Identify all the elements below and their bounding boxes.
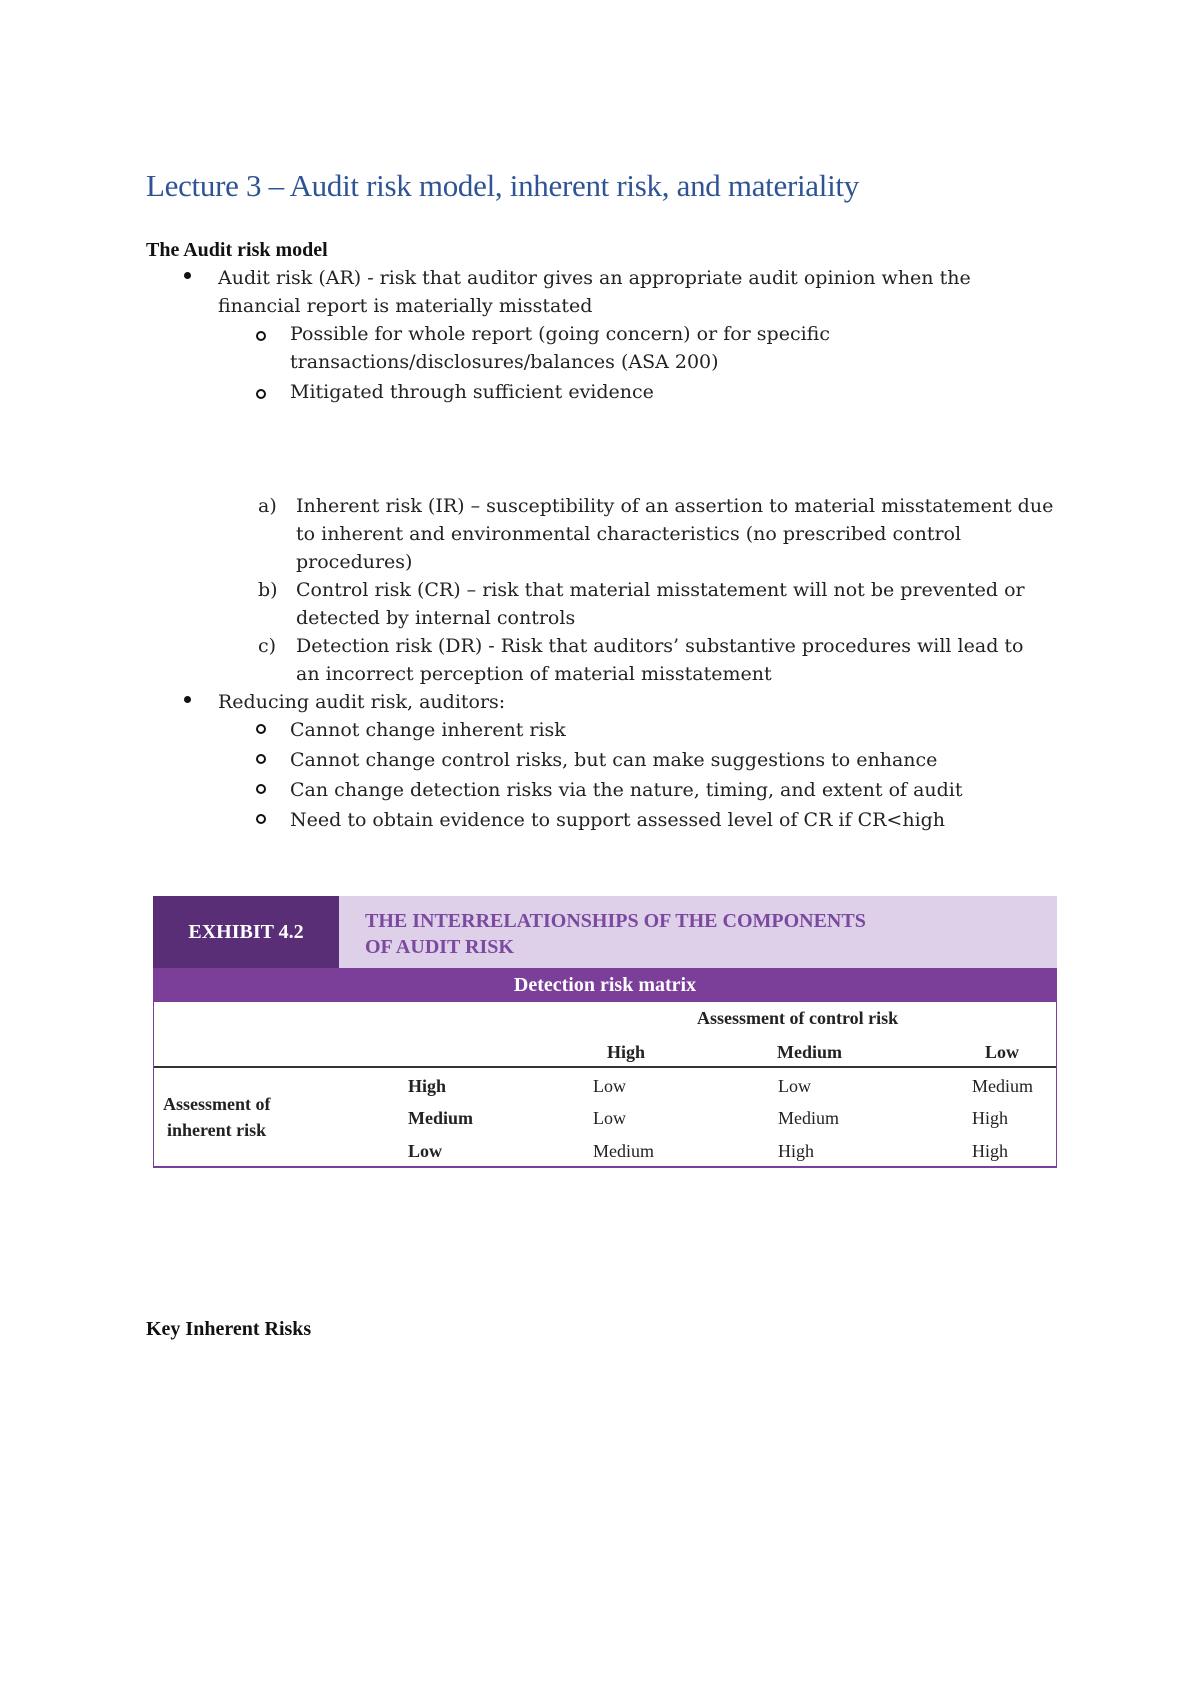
sub-bullet-detection: Can change detection risks via the nature, timing, and extent of audit: [290, 779, 963, 801]
inherent-risk-header: Assessment of: [163, 1094, 271, 1114]
section-heading-key-inherent-risks: Key Inherent Risks: [146, 1318, 312, 1340]
detection-risk-matrix: [153, 1002, 1057, 1168]
column-header: High: [607, 1042, 646, 1062]
exhibit-figure: [153, 896, 1057, 1167]
exhibit-band-title: Detection risk matrix: [153, 968, 1057, 1002]
sub-bullet-mitigated: [290, 378, 654, 406]
bullet-disc-icon: [184, 696, 191, 703]
bullet-circle-icon: [256, 331, 266, 341]
bullet-text-line: Audit risk (AR) - risk that auditor gives an appropriate audit opinion when the: [218, 267, 971, 289]
list-text-line: Detection risk (DR) - Risk that auditors’ substantive procedures will lead to: [296, 635, 1024, 657]
table-cell: Low: [593, 1108, 626, 1128]
bullet-text-line: financial report is materially misstated: [218, 295, 593, 317]
sub-bullet-possible: [290, 320, 830, 376]
table-cell: High: [778, 1141, 814, 1161]
inherent-risk-header: inherent risk: [167, 1120, 267, 1140]
exhibit-title-line: OF AUDIT RISK: [365, 936, 514, 958]
table-cell: Medium: [778, 1108, 839, 1128]
table-cell: Low: [593, 1076, 626, 1096]
table-cell: High: [972, 1108, 1008, 1128]
bullet-disc-icon: [184, 272, 191, 279]
sub-bullet-control: Cannot change control risks, but can make suggestions to enhance: [290, 749, 938, 771]
row-label: High: [408, 1076, 447, 1096]
list-text-line: procedures): [296, 551, 413, 573]
section-heading-audit-risk-model: The Audit risk model: [146, 239, 328, 261]
column-header: Low: [985, 1042, 1020, 1062]
bullet-text-line: Mitigated through sufficient evidence: [290, 381, 654, 403]
control-risk-header: Assessment of control risk: [697, 1008, 899, 1028]
lettered-marker-a: a): [258, 495, 277, 517]
column-header: Medium: [777, 1042, 842, 1062]
exhibit-title: [365, 908, 965, 960]
bullet-reducing-audit-risk: Reducing audit risk, auditors:: [218, 691, 506, 713]
list-text-line: detected by internal controls: [296, 607, 576, 629]
lettered-item-control-risk: [296, 576, 1025, 632]
list-text-line: Inherent risk (IR) – susceptibility of an assertion to material misstatement due: [296, 495, 1054, 517]
exhibit-title-line: THE INTERRELATIONSHIPS OF THE COMPONENTS: [365, 910, 866, 932]
table-cell: Medium: [593, 1141, 654, 1161]
table-cell: High: [972, 1141, 1008, 1161]
bullet-circle-icon: [256, 724, 266, 734]
sub-bullet-evidence: Need to obtain evidence to support assessed level of CR if CR<high: [290, 809, 946, 831]
bullet-circle-icon: [256, 814, 266, 824]
table-cell: Low: [778, 1076, 811, 1096]
lettered-item-detection-risk: [296, 632, 1023, 688]
table-divider: [154, 1066, 1056, 1068]
bullet-text-line: Possible for whole report (going concern) or for specific: [290, 323, 830, 345]
bullet-audit-risk: [218, 264, 971, 320]
lettered-marker-c: c): [258, 635, 277, 657]
bullet-circle-icon: [256, 784, 266, 794]
exhibit-label: EXHIBIT 4.2: [153, 896, 339, 968]
bullet-text-line: transactions/disclosures/balances (ASA 200): [290, 351, 719, 373]
list-text-line: to inherent and environmental characteristics (no prescribed control: [296, 523, 962, 545]
row-label: Low: [408, 1141, 443, 1161]
sub-bullet-inherent: Cannot change inherent risk: [290, 719, 566, 741]
page-title: Lecture 3 – Audit risk model, inherent risk, and materiality: [146, 168, 859, 203]
lettered-item-inherent-risk: [296, 492, 1053, 576]
bullet-circle-icon: [256, 754, 266, 764]
lettered-marker-b: b): [258, 579, 278, 601]
table-cell: Medium: [972, 1076, 1033, 1096]
list-text-line: Control risk (CR) – risk that material misstatement will not be prevented or: [296, 579, 1025, 601]
row-label: Medium: [408, 1108, 473, 1128]
bullet-circle-icon: [256, 389, 266, 399]
list-text-line: an incorrect perception of material misstatement: [296, 663, 772, 685]
